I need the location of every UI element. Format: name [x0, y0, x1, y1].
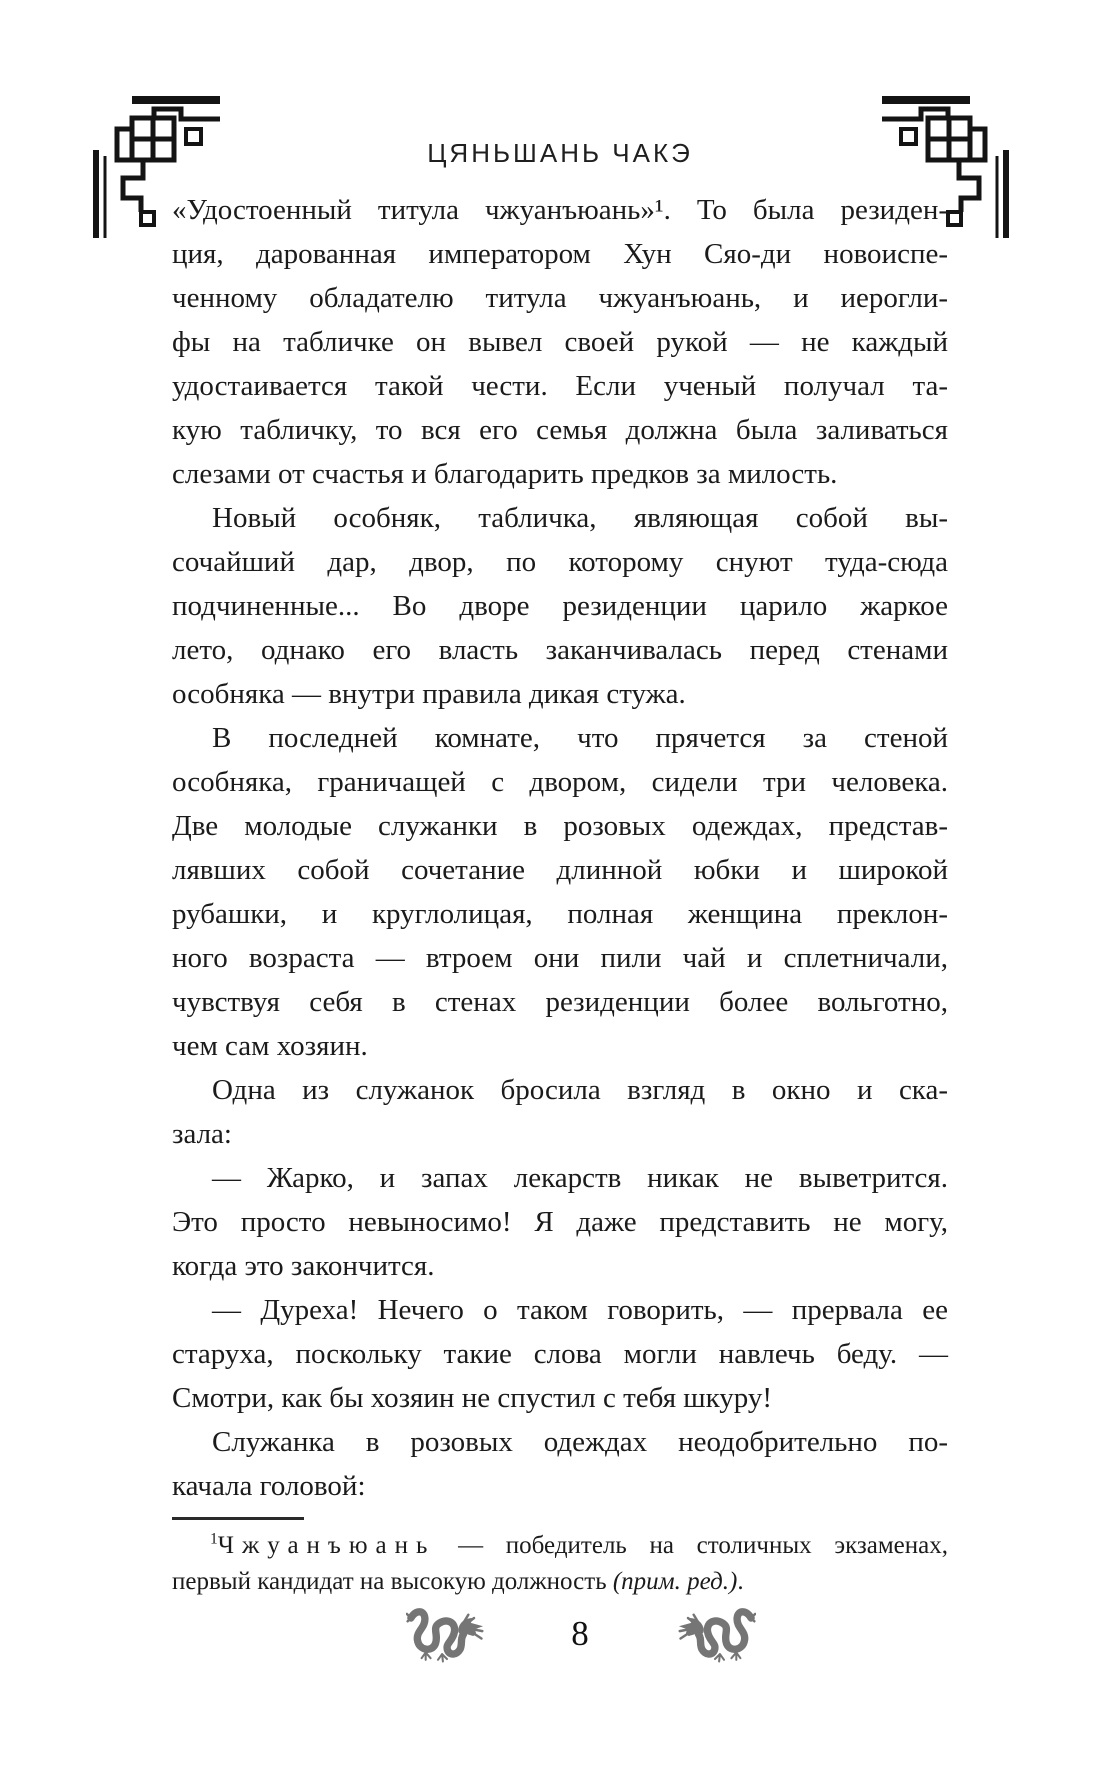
body-line: удостаивается такой чести. Если ученый получал та- [172, 370, 948, 402]
body-line: фы на табличке он вывел своей рукой — не каждый [172, 326, 948, 358]
body-line: слезами от счастья и благодарить предков за милость. [172, 458, 838, 490]
body-line: когда это закончится. [172, 1250, 435, 1282]
body-line: особняка — внутри правила дикая стужа. [172, 678, 686, 710]
body-line: зала: [172, 1118, 232, 1150]
footnote-line-2: первый кандидат на высокую должность (прим. ред.). [172, 1568, 744, 1595]
body-line: Служанка в розовых одеждах неодобрительно по- [212, 1426, 948, 1458]
body-line: — Дуреха! Нечего о таком говорить, — прервала ее [212, 1294, 948, 1326]
body-line: кую табличку, то вся его семья должна была заливаться [172, 414, 948, 446]
body-line: ция, дарованная императором Хун Сяо-ди новоиспе- [172, 238, 948, 270]
body-line: Смотри, как бы хозяин не спустил с тебя шкуру! [172, 1382, 773, 1414]
dragon-icon-left [406, 1603, 488, 1665]
body-line: подчиненные... Во дворе резиденции царило жаркое [172, 590, 948, 622]
body-line: ченному обладателю титула чжуанъюань, и иерогли- [172, 282, 948, 314]
footnote [172, 1528, 948, 1600]
body-line: «Удостоенный титула чжуанъюань»¹. То была резиден- [172, 194, 948, 226]
body-line: качала головой: [172, 1470, 366, 1502]
body-line: рубашки, и круглолицая, полная женщина преклон- [172, 898, 948, 930]
body-line: лето, однако его власть заканчивалась перед стенами [172, 634, 948, 666]
body-line: — Жарко, и запах лекарств никак не выветрится. [212, 1162, 948, 1194]
body-line: чем сам хозяин. [172, 1030, 368, 1062]
body-text [172, 188, 948, 1508]
dragon-icon-right [674, 1603, 756, 1665]
footnote-rule [172, 1517, 304, 1520]
body-line: В последней комнате, что прячется за стеной [212, 722, 948, 754]
page-number: 8 [571, 1614, 589, 1653]
footnote-marker: 1 [210, 1530, 218, 1548]
running-title: ЦЯНЬШАНЬ ЧАКЭ [427, 138, 693, 168]
footnote-editor-note: (прим. ред.) [612, 1568, 738, 1595]
body-line: Новый особняк, табличка, являющая собой вы- [212, 502, 948, 534]
footnote-text: — победитель на столичных экзаменах, [435, 1532, 948, 1559]
body-line: старуха, поскольку такие слова могли навлечь беду. — [172, 1338, 948, 1370]
body-line: лявших собой сочетание длинной юбки и широкой [172, 854, 948, 886]
body-line: Это просто невыносимо! Я даже представить не могу, [172, 1206, 948, 1238]
body-line: сочайший дар, двор, по которому снуют туда-сюда [172, 546, 948, 578]
footnote-line-1 [172, 1528, 948, 1564]
body-line: Одна из служанок бросила взгляд в окно и ска- [212, 1074, 948, 1106]
body-line: особняка, граничащей с двором, сидели три человека. [172, 766, 948, 798]
body-line: ного возраста — втроем они пили чай и сплетничали, [172, 942, 948, 974]
body-line: Две молодые служанки в розовых одеждах, представ- [172, 810, 948, 842]
body-line: чувствуя себя в стенах резиденции более вольготно, [172, 986, 948, 1018]
footnote-term: Чжуанъюань [217, 1532, 436, 1559]
